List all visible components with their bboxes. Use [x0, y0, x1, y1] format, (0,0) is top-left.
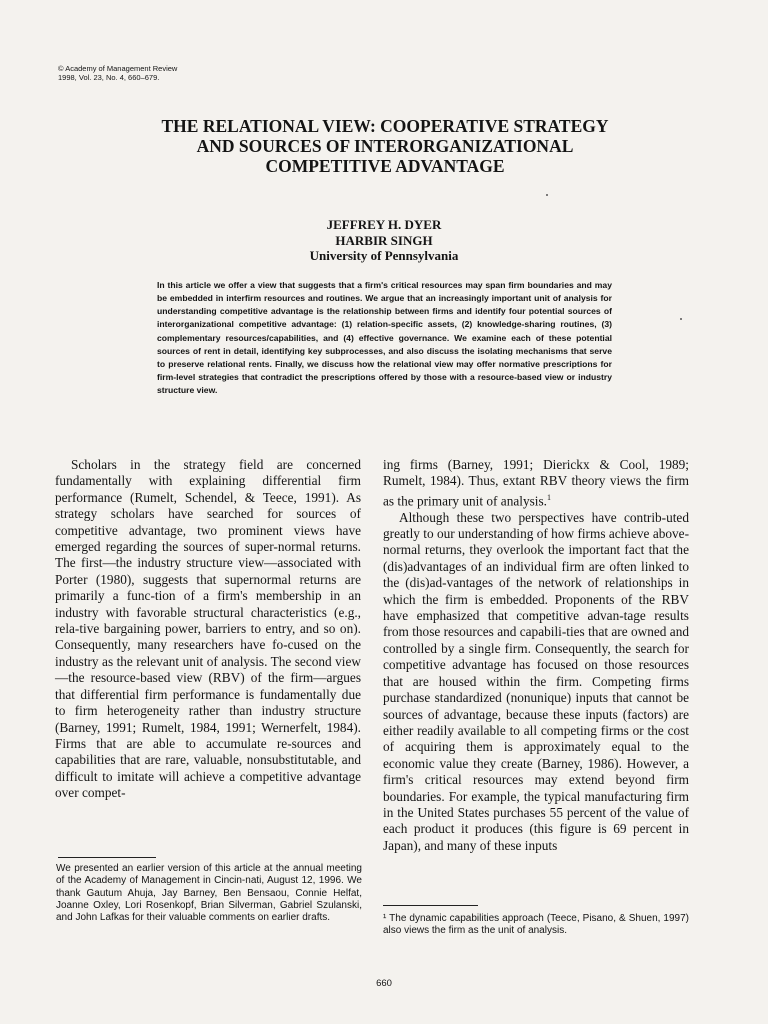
journal-name: © Academy of Management Review [58, 64, 178, 73]
footnote-divider [383, 905, 478, 906]
footnote-1: ¹ The dynamic capabilities approach (Teece, Pisano, & Shuen, 1997) also views the firm as the unit of analysis. [383, 913, 689, 937]
body-column-left [55, 457, 361, 802]
scan-speck [680, 318, 682, 320]
footnote-divider [58, 857, 156, 858]
author-2: HARBIR SINGH [335, 232, 433, 248]
scan-speck [546, 194, 548, 196]
body-paragraph-continued [383, 457, 689, 510]
continued-text: ing firms (Barney, 1991; Dierickx & Cool, 1989; Rumelt, 1984). Thus, extant RBV theory views the firm as the primary unit of analysis. [383, 457, 689, 509]
body-paragraph: Scholars in the strategy field are concerned fundamentally with explaining differential firm performance (Rumelt, Schendel, & Teece, 1991). As strategy scholars have searched for sources of competitive advantage, two prominent views have emerged regarding the sources of super-normal returns. The first—the industry structure view—associated with Porter (1980), suggests that supernormal returns are primarily a func-tion of a firm's membership in an industry with favorable structural characteristics (e.g., rela-tive bargaining power, barriers to entry, and so on). Consequently, many researchers have fo-cused on the industry as the relevant unit of analysis. The second view—the resource-based view (RBV) of the firm—argues that differential firm performance is fundamentally due to firm heterogeneity rather than industry structure (Barney, 1991; Rumelt, 1984, 1991; Wernerfelt, 1984). Firms that are able to accumulate re-sources and capabilities that are rare, valuable, nonsubstitutable, and difficult to imitate will achieve a competitive advantage over compet- [55, 457, 361, 801]
journal-header [58, 64, 177, 82]
body-column-right [383, 457, 689, 854]
article-title: THE RELATIONAL VIEW: COOPERATIVE STRATEGY AND SOURCES OF INTERORGANIZATIONAL COMPETITIVE ADVANTAGE [161, 116, 609, 176]
abstract: In this article we offer a view that suggests that a firm's critical resources may span firm boundaries and may be embedded in interfirm resources and routines. We argue that an increasingly important unit of analysis for understanding competitive advantage is the relationship between firms and identify four potential sources of interorganizational competitive advantage: (1) relation-specific assets, (2) knowledge-sharing routines, (3) complementary resources/capabilities, and (4) effective governance. We examine each of these potential sources of rent in detail, identifying key subprocesses, and also discuss the isolating mechanisms that serve to preserve relational rents. Finally, we discuss how the relational view may offer normative prescriptions for firm-level strategies that contradict the prescriptions offered by those with a resource-based view or industry structure view. [157, 280, 612, 396]
acknowledgment-footnote: We presented an earlier version of this article at the annual meeting of the Academy of Management in Cincin-nati, August 12, 1996. We thank Gautum Ahuja, Jay Barney, Ben Bensaou, Connie Helfat, Joanne Oxley, Lori Rosenkopf, Brian Silverman, Gabriel Szulanski, and John Lafkas for their valuable comments on earlier drafts. [56, 863, 362, 924]
author-1: JEFFREY H. DYER [326, 217, 442, 232]
author-block [200, 217, 568, 264]
affiliation: University of Pennsylvania [309, 248, 459, 263]
issue-info: 1998, Vol. 23, No. 4, 660–679. [58, 73, 160, 82]
footnote-reference[interactable]: 1 [546, 492, 551, 502]
page-number: 660 [376, 978, 392, 989]
body-paragraph: Although these two perspectives have contrib-uted greatly to our understanding of how firms achieve above-normal returns, they overlook the important fact that the (dis)advantages of an individual firm are often linked to the (dis)ad-vantages of the network of relationships in which the firm is embedded. Proponents of the RBV have emphasized that competitive advan-tage results from those resources and capabili-ties that are owned and controlled by a single firm. Consequently, the search for competitive advantage has focused on those resources that are housed within the firm. Competing firms purchase standardized (nonunique) inputs that cannot be sources of advantage, because these inputs (factors) are either readily available to all competing firms or the cost of acquiring them is approximately equal to the economic value they create (Barney, 1986). However, a firm's critical resources may extend beyond firm boundaries. For example, the typical manufacturing firm in the United States purchases 55 percent of the value of each product it produces (this figure is 69 percent in Japan), and many of these inputs [383, 509, 689, 853]
